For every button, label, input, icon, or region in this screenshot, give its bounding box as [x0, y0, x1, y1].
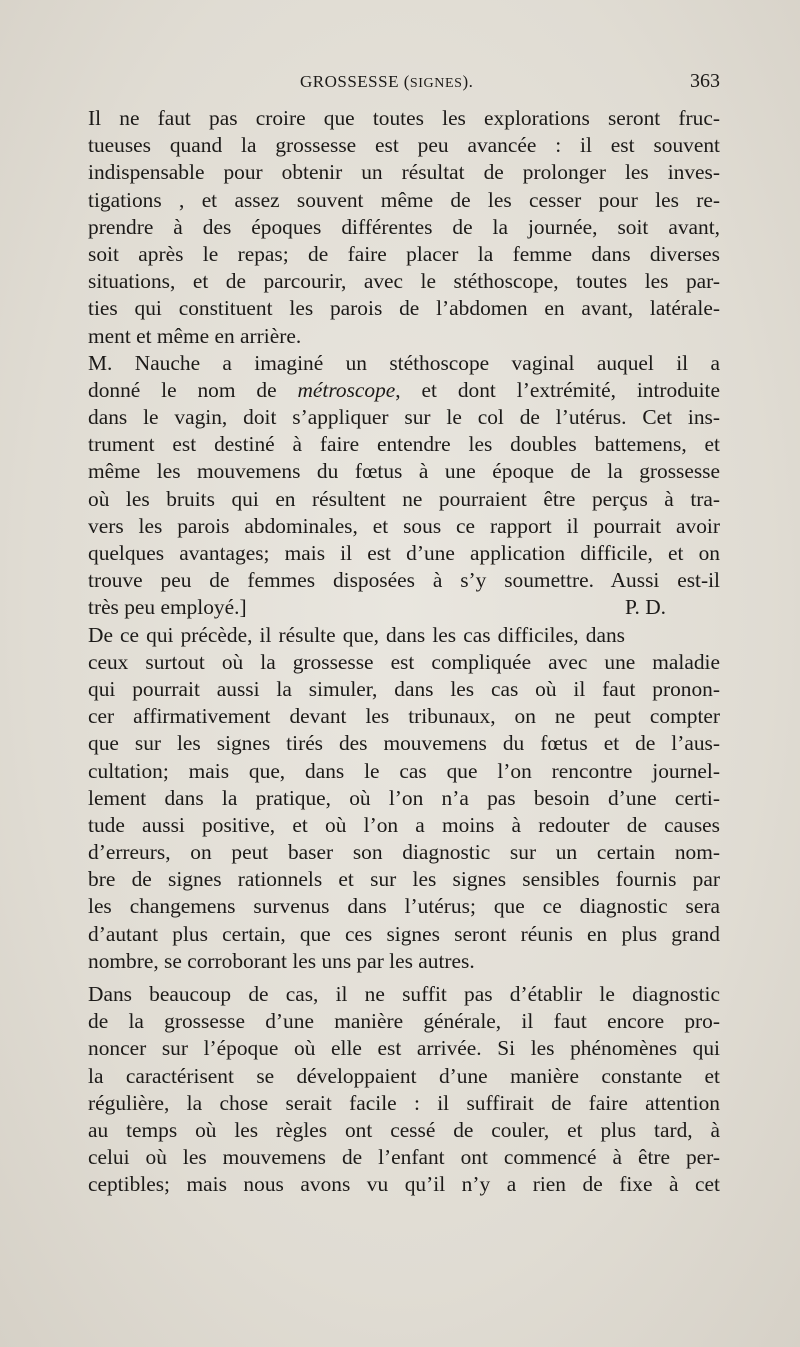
text-line: Il ne faut pas croire que toutes les explorations seront fruc- — [88, 106, 720, 130]
text-line: soit après le repas; de faire placer la femme dans diverses — [88, 241, 720, 266]
text-line: quelques avantages; mais il est d’une application difficile, et on — [88, 541, 720, 565]
text-segment: très peu employé.] — [88, 595, 247, 620]
page-header — [88, 72, 720, 102]
text-line: Dans beaucoup de cas, il ne suffit pas d’établir le diagnostic — [88, 982, 720, 1006]
text-line-with-italic — [88, 377, 720, 404]
text-line: noncer sur l’époque où elle est arrivée. Si les phénomènes qui — [88, 1036, 720, 1061]
body-text — [88, 105, 720, 1199]
text-line: ties qui constituent les parois de l’abdomen en avant, latérale- — [88, 296, 720, 321]
text-line: les changemens survenus dans l’utérus; que ce diagnostic sera — [88, 894, 720, 919]
running-head-title: GROSSESSE — [300, 72, 399, 91]
text-line: même les mouvemens du fœtus à une époque de la grossesse — [88, 459, 720, 484]
text-line: d’erreurs, on peut baser son diagnostic sur un certain nom- — [88, 840, 720, 865]
running-head-paren-close: ). — [462, 72, 474, 91]
text-line: celui où les mouvemens de l’enfant ont commencé à être per- — [88, 1145, 720, 1170]
text-line: ceux surtout où la grossesse est compliquée avec une maladie — [88, 649, 720, 674]
paragraph-conclusion — [88, 622, 720, 975]
text-line: tude aussi positive, et où l’on a moins à redouter de causes — [88, 812, 720, 837]
text-line: que sur les signes tirés des mouvemens du fœtus et de l’aus- — [88, 731, 720, 756]
text-line: d’autant plus certain, que ces signes seront réunis en plus grand — [88, 921, 720, 946]
text-line: indispensable pour obtenir un résultat de prolonger les inves- — [88, 160, 720, 185]
text-line: nombre, se corroborant les uns par les autres. — [88, 948, 475, 973]
paragraph-epoque — [88, 981, 720, 1199]
text-line: situations, et de parcourir, avec le stéthoscope, toutes les par- — [88, 269, 720, 294]
text-line: ceptibles; mais nous avons vu qu’il n’y a rien de fixe à cet — [88, 1172, 720, 1197]
text-line: trouve peu de femmes disposées à s’y soumettre. Aussi est-il — [88, 568, 720, 593]
text-line: de la grossesse d’une manière générale, il faut encore pro- — [88, 1009, 720, 1034]
italic-term: métroscope — [297, 377, 396, 402]
author-signature: P. D. — [624, 595, 666, 620]
text-line: lement dans la pratique, où l’on n’a pas besoin d’une certi- — [88, 785, 720, 810]
page-number: 363 — [690, 70, 720, 92]
text-line: cultation; mais que, dans le cas que l’on rencontre journel- — [88, 758, 720, 783]
running-head — [300, 72, 473, 92]
text-segment: , et dont l’extrémité, introduite — [395, 377, 720, 402]
text-line: De ce qui précède, il résulte que, dans les cas difficiles, dans — [88, 622, 625, 647]
text-line-with-signature — [88, 594, 720, 621]
text-line: M. Nauche a imaginé un stéthoscope vaginal auquel il a — [88, 350, 720, 375]
text-line: ment et même en arrière. — [88, 323, 302, 348]
text-line: régulière, la chose serait facile : il suffirait de faire attention — [88, 1090, 720, 1115]
text-segment: donné le nom de — [88, 377, 298, 402]
text-line: trument est destiné à faire entendre les doubles battemens, et — [88, 432, 720, 457]
text-line: dans le vagin, doit s’appliquer sur le col de l’utérus. Cet ins- — [88, 405, 720, 430]
paragraph-metroscope — [88, 350, 720, 622]
text-line: la caractérisent se développaient d’une manière constante et — [88, 1063, 720, 1088]
running-head-subtitle: SIGNES — [409, 76, 463, 91]
text-line: prendre à des époques différentes de la journée, soit avant, — [88, 214, 720, 239]
text-line: cer affirmativement devant les tribunaux, on ne peut compter — [88, 704, 720, 729]
paragraph-explorations — [88, 105, 720, 350]
text-line: au temps où les règles ont cessé de couler, et plus tard, à — [88, 1117, 720, 1142]
text-line: tigations , et assez souvent même de les cesser pour les re- — [88, 187, 720, 212]
running-head-paren-open: ( — [398, 72, 410, 91]
text-line: qui pourrait aussi la simuler, dans les cas où il faut pronon- — [88, 676, 720, 701]
text-line: bre de signes rationnels et sur les signes sensibles fournis par — [88, 867, 720, 892]
text-line: où les bruits qui en résultent ne pourraient être perçus à tra- — [88, 486, 720, 511]
text-line: tueuses quand la grossesse est peu avancée : il est souvent — [88, 133, 720, 158]
text-line: vers les parois abdominales, et sous ce rapport il pourrait avoir — [88, 513, 720, 538]
